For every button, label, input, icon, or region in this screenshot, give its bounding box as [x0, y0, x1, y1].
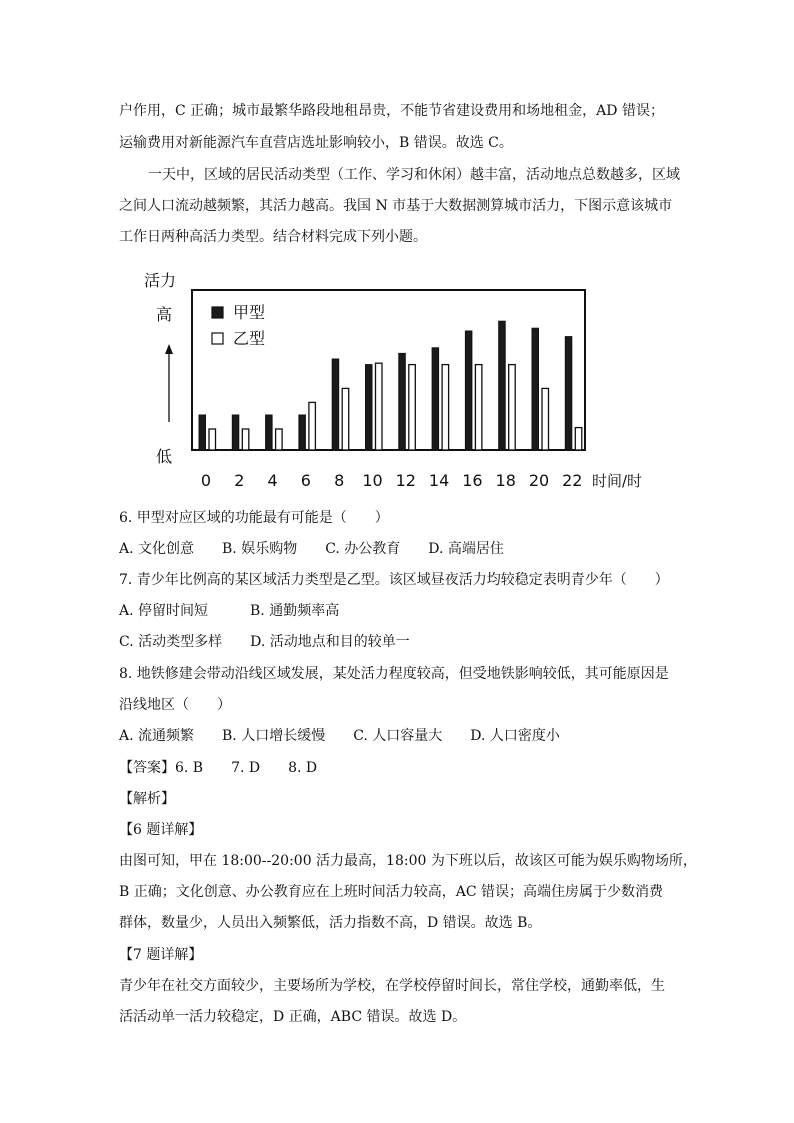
question-options: A. 停留时间短 B. 通勤频率高	[119, 603, 340, 619]
detail-heading: 【6 题详解】	[119, 822, 203, 838]
x-tick-label: 8	[334, 471, 345, 490]
bar-jia	[232, 415, 239, 450]
x-axis-label: 时间/时	[592, 472, 643, 490]
activity-bar-chart	[140, 262, 660, 497]
question-options: C. 活动类型多样 D. 活动地点和目的较单一	[119, 634, 410, 650]
bar-yi	[342, 388, 349, 450]
x-tick-label: 12	[395, 471, 416, 490]
legend-swatch-yi	[212, 333, 223, 344]
detail-text: B 正确；文化创意、办公教育应在上班时间活力较高，AC 错误；高端住房属于少数消费	[119, 884, 664, 900]
text-line: 工作日两种高活力类型。结合材料完成下列小题。	[119, 229, 427, 245]
legend-label-jia: 甲型	[233, 303, 266, 322]
bar-yi	[376, 363, 383, 450]
bar-yi	[542, 388, 549, 450]
answer-line: 【答案】6. B 7. D 8. D	[119, 760, 318, 776]
x-tick-label: 6	[300, 471, 311, 490]
bar-yi	[442, 365, 449, 450]
text-line: 运输费用对新能源汽车直营店选址影响较小，B 错误。故选 C。	[119, 135, 513, 151]
bar-jia	[266, 415, 273, 450]
x-tick-label: 16	[462, 471, 483, 490]
bar-jia	[299, 415, 306, 450]
bar-jia	[532, 328, 539, 450]
x-tick-label: 20	[528, 471, 550, 490]
bar-yi	[575, 428, 582, 450]
text-line: 一天中，区域的居民活动类型（工作、学习和休闲）越丰富，活动地点总数越多，区域	[148, 167, 680, 183]
bar-yi	[309, 402, 316, 450]
detail-heading: 【7 题详解】	[119, 947, 203, 963]
text-line: 之间人口流动越频繁，其活力越高。我国 N 市基于大数据测算城市活力，下图示意该城市	[119, 198, 673, 214]
y-arrow-head	[165, 344, 173, 354]
bar-yi	[242, 429, 249, 450]
question-text: 8. 地铁修建会带动沿线区域发展，某处活力程度较高，但受地铁影响较低，其可能原因是	[119, 666, 669, 682]
x-tick-label: 4	[267, 471, 278, 490]
bar-jia	[399, 353, 406, 450]
x-tick-label: 18	[495, 471, 516, 490]
question-text: 7. 青少年比例高的某区域活力类型是乙型。该区域昼夜活力均较稳定表明青少年（ ）	[119, 572, 669, 588]
detail-text: 活活动单一活力较稳定，D 正确，ABC 错误。故选 D。	[119, 1009, 467, 1025]
y-high-label: 高	[156, 305, 173, 324]
text-line: 户作用，C 正确；城市最繁华路段地租昂贵，不能节省建设费用和场地租金，AD 错误；	[119, 103, 664, 119]
bar-jia	[332, 359, 339, 450]
bar-yi	[475, 365, 482, 450]
y-low-label: 低	[156, 447, 173, 466]
bar-yi	[276, 429, 283, 450]
bar-yi	[409, 365, 416, 450]
bar-jia	[432, 348, 439, 450]
analysis-heading: 【解析】	[119, 791, 175, 807]
chart-svg	[140, 262, 660, 497]
bar-jia	[499, 321, 506, 450]
bar-jia	[565, 337, 572, 450]
question-text: 6. 甲型对应区域的功能最有可能是（ ）	[119, 510, 389, 526]
x-tick-label: 0	[200, 471, 212, 490]
bar-yi	[209, 429, 216, 450]
legend-swatch-jia	[212, 307, 223, 318]
detail-text: 由图可知，甲在 18:00--20:00 活力最高，18:00 为下班以后，故该区可能为娱乐购物场所，	[119, 853, 697, 869]
bar-jia	[465, 331, 472, 450]
question-options: A. 流通频繁 B. 人口增长缓慢 C. 人口容量大 D. 人口密度小	[119, 728, 560, 744]
question-text: 沿线地区（ ）	[119, 697, 231, 713]
question-options: A. 文化创意 B. 娱乐购物 C. 办公教育 D. 高端居住	[119, 541, 504, 557]
bar-jia	[199, 415, 206, 450]
x-tick-label: 22	[562, 471, 583, 490]
detail-text: 青少年在社交方面较少，主要场所为学校，在学校停留时间长，常住学校，通勤率低，生	[119, 978, 665, 994]
y-axis-label: 活力	[144, 271, 177, 290]
x-tick-label: 2	[234, 471, 245, 490]
bar-jia	[366, 365, 373, 450]
detail-text: 群体，数量少，人员出入频繁低，活力指数不高，D 错误。故选 B。	[119, 915, 542, 931]
x-tick-label: 14	[428, 471, 450, 490]
legend-label-yi: 乙型	[233, 329, 266, 348]
bar-yi	[509, 365, 516, 450]
x-tick-label: 10	[362, 471, 383, 490]
